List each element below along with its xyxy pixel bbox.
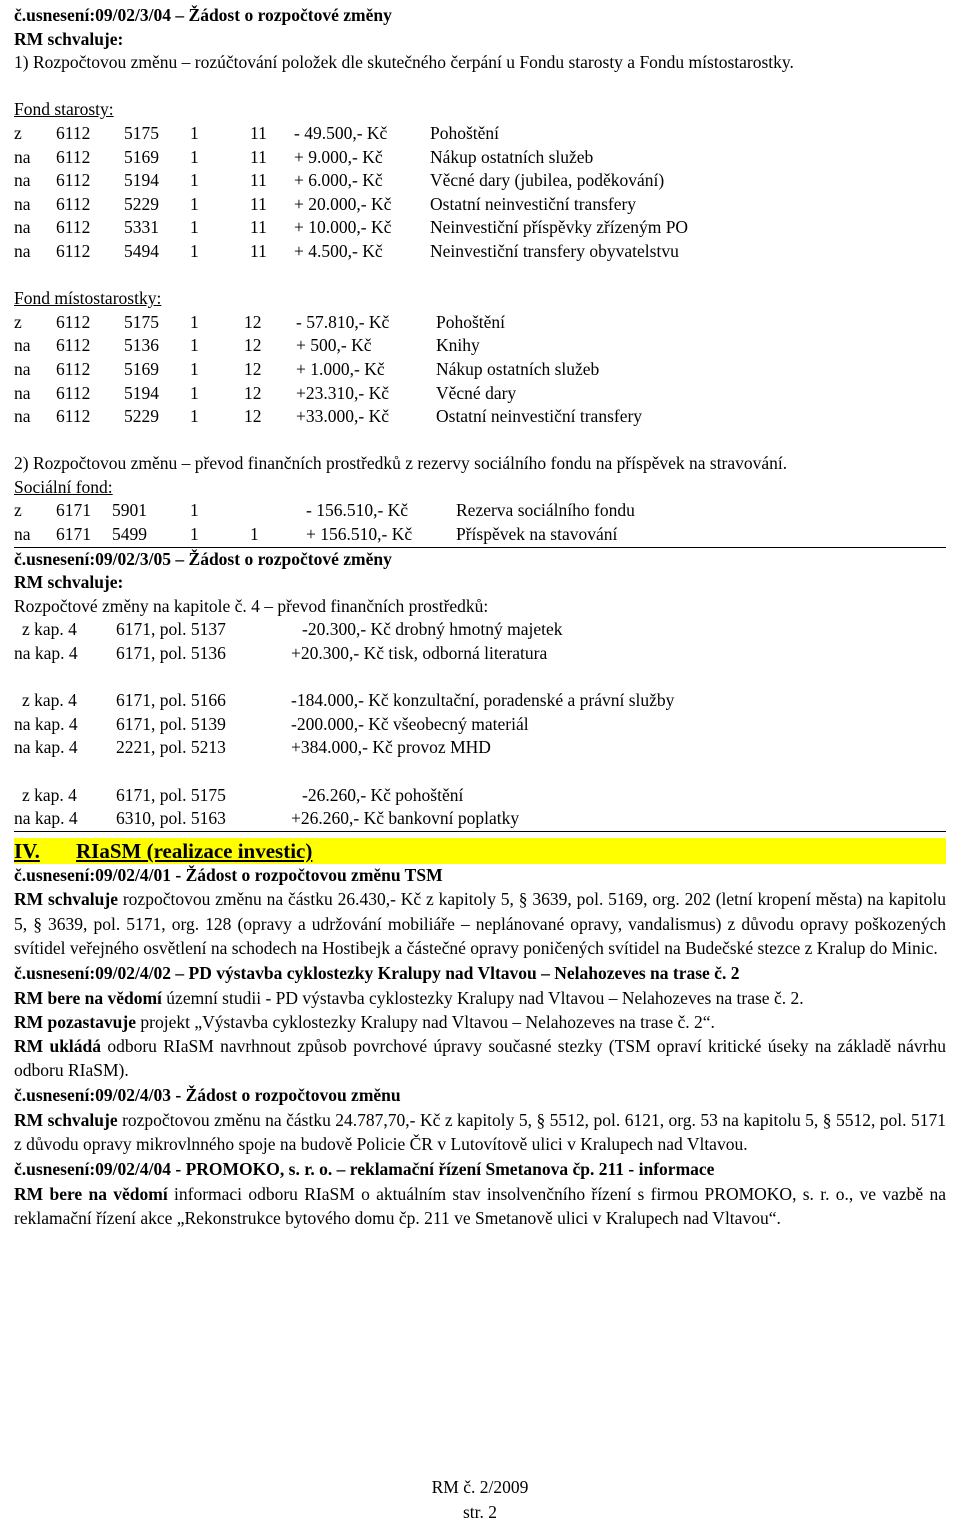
cell-par: 6171	[56, 524, 91, 545]
cell-amount: -20.300,- Kč drobný hmotný majetek	[302, 619, 563, 640]
cell-a: 1	[190, 500, 199, 521]
cell-amt: + 10.000,- Kč	[294, 217, 392, 238]
resolution-heading: č.usnesení:09/02/3/05 – Žádost o rozpočtové změny	[14, 548, 392, 569]
cell-code: 6310, pol. 5163	[116, 808, 226, 829]
cell-dir: z	[14, 122, 22, 143]
cell-desc: Neinvestiční transfery obyvatelstvu	[430, 240, 679, 261]
body: rozpočtovou změnu na částku 26.430,- Kč z kapitoly 5, § 3639, pol. 5169, org. 202 (letní kropení města) na kapitolu 5, § 3639, pol. 5171, org. 128 (opravy a udržování mobiliáře – neplánované opravy, vandalismus) z důvodu opravy poškozených svítidel veřejného osvětlení na schodech na Hostibejk a částečné opravy poničených svítidel na Budečské stezce z Kralup do Minic.	[14, 889, 946, 958]
resolution-text	[14, 986, 946, 1010]
cell-amt: - 156.510,- Kč	[306, 500, 409, 521]
cell-par: 6112	[56, 335, 91, 356]
cell-amt: + 500,- Kč	[296, 335, 372, 356]
cell-b: 11	[250, 193, 267, 214]
budget-row	[14, 311, 946, 335]
budget-row	[14, 216, 946, 240]
lead: RM pozastavuje	[14, 1011, 136, 1032]
budget-row	[14, 499, 946, 523]
cell-par: 6112	[56, 406, 91, 427]
cell-amt: + 156.510,- Kč	[306, 524, 413, 545]
transfer-row	[14, 689, 946, 713]
cell-desc: Pohoštění	[430, 122, 500, 143]
cell-pol: 5136	[124, 335, 159, 356]
cell-amt: - 57.810,- Kč	[296, 311, 390, 332]
cell-desc: Příspěvek na stavování	[456, 524, 618, 545]
cell-pol: 5194	[124, 170, 159, 191]
cell-dir: z	[14, 311, 22, 332]
cell-chapter: na kap. 4	[14, 713, 78, 734]
budget-row	[14, 405, 946, 429]
cell-par: 6112	[56, 122, 91, 143]
cell-amount: -200.000,- Kč všeobecný materiál	[291, 713, 529, 734]
cell-pol: 5175	[124, 311, 159, 332]
cell-b: 11	[250, 170, 267, 191]
cell-b: 11	[250, 146, 267, 167]
cell-a: 1	[190, 240, 199, 261]
cell-par: 6112	[56, 311, 91, 332]
cell-desc: Ostatní neinvestiční transfery	[436, 406, 643, 427]
cell-chapter: z kap. 4	[22, 690, 77, 711]
cell-a: 1	[190, 146, 199, 167]
cell-amt: +33.000,- Kč	[296, 406, 389, 427]
cell-dir: na	[14, 524, 31, 545]
cell-code: 6171, pol. 5175	[116, 784, 226, 805]
cell-chapter: na kap. 4	[14, 643, 78, 664]
cell-amount: -26.260,- Kč pohoštění	[302, 784, 464, 805]
body: odboru RIaSM navrhnout způsob povrchové úpravy současné stezky (TSM opraví kritické úseky na základě návrhu odboru RIaSM).	[14, 1035, 946, 1081]
cell-desc: Věcné dary	[436, 382, 517, 403]
cell-pol: 5169	[124, 146, 159, 167]
fund-table	[14, 122, 946, 264]
lead: RM bere na vědomí	[14, 1183, 168, 1204]
cell-dir: z	[14, 500, 22, 521]
lead: RM ukládá	[14, 1035, 102, 1056]
cell-desc: Neinvestiční příspěvky zřízeným PO	[430, 217, 689, 238]
cell-b: 12	[244, 335, 262, 356]
cell-desc: Pohoštění	[436, 311, 506, 332]
cell-par: 6112	[56, 146, 91, 167]
budget-row	[14, 193, 946, 217]
cell-dir: na	[14, 170, 31, 191]
cell-amount: +384.000,- Kč provoz MHD	[291, 737, 491, 758]
cell-amt: + 6.000,- Kč	[294, 170, 383, 191]
cell-pol: 5499	[112, 524, 147, 545]
resolution-heading: č.usnesení:09/02/4/04 - PROMOKO, s. r. o. – reklamační řízení Smetanova čp. 211 - informace	[14, 1159, 715, 1180]
cell-desc: Rezerva sociálního fondu	[456, 500, 635, 521]
resolution-text	[14, 1010, 946, 1034]
resolution-text	[14, 887, 946, 960]
transfer-table	[14, 618, 946, 831]
section-title: RIaSM (realizace investic)	[76, 838, 313, 863]
section-number: IV.	[14, 838, 40, 863]
body: rozpočtovou změnu na částku 24.787,70,- Kč z kapitoly 5, § 5512, pol. 6121, org. 53 na kapitolu 5, § 5512, pol. 5171 z důvodu opravy mikrovlnného spoje na budově Policie ČR v Lutovítově ulici v Kralupech nad Vltavou.	[14, 1109, 946, 1155]
cell-amt: - 49.500,- Kč	[294, 122, 388, 143]
item-text: 2) Rozpočtovou změnu – převod finančních prostředků z rezervy sociálního fondu na příspěvek na stravování.	[14, 453, 788, 474]
cell-amount: +26.260,- Kč bankovní poplatky	[291, 808, 520, 829]
cell-b: 12	[244, 382, 262, 403]
cell-chapter: na kap. 4	[14, 808, 78, 829]
fund-table	[14, 499, 946, 547]
resolution-text	[14, 1108, 946, 1156]
cell-par: 6112	[56, 170, 91, 191]
cell-desc: Ostatní neinvestiční transfery	[430, 193, 637, 214]
cell-a: 1	[190, 382, 199, 403]
transfer-row	[14, 784, 946, 808]
lead: RM schvaluje	[14, 1109, 118, 1130]
budget-row	[14, 122, 946, 146]
cell-pol: 5901	[112, 500, 147, 521]
body: územní studii - PD výstavba cyklostezky Kralupy nad Vltavou – Nelahozeves na trase č. 2.	[161, 987, 804, 1008]
cell-dir: na	[14, 358, 31, 379]
footer-reference: RM č. 2/2009	[431, 1477, 529, 1497]
budget-row	[14, 382, 946, 406]
approves-label: RM schvaluje:	[14, 572, 124, 593]
fund-title: Fond místostarostky:	[14, 288, 162, 309]
cell-a: 1	[190, 311, 199, 332]
cell-code: 2221, pol. 5213	[116, 737, 226, 758]
budget-row	[14, 358, 946, 382]
cell-a: 1	[190, 170, 199, 191]
cell-a: 1	[190, 193, 199, 214]
cell-desc: Věcné dary (jubilea, poděkování)	[430, 170, 665, 191]
cell-b: 12	[244, 311, 262, 332]
fund-title: Sociální fond:	[14, 476, 113, 497]
cell-amt: + 4.500,- Kč	[294, 240, 383, 261]
cell-dir: na	[14, 240, 31, 261]
cell-desc: Nákup ostatních služeb	[436, 358, 600, 379]
cell-dir: na	[14, 335, 31, 356]
cell-chapter: na kap. 4	[14, 737, 78, 758]
cell-pol: 5494	[124, 240, 159, 261]
transfer-row	[14, 807, 946, 831]
resolution-heading: č.usnesení:09/02/4/03 - Žádost o rozpočtovou změnu	[14, 1085, 401, 1106]
cell-par: 6112	[56, 240, 91, 261]
cell-code: 6171, pol. 5139	[116, 713, 226, 734]
cell-a: 1	[190, 406, 199, 427]
cell-a: 1	[190, 524, 199, 545]
cell-desc: Knihy	[436, 335, 480, 356]
budget-row	[14, 146, 946, 170]
resolution-heading: č.usnesení:09/02/4/01 - Žádost o rozpočtovou změnu TSM	[14, 864, 443, 885]
cell-code: 6171, pol. 5137	[116, 619, 226, 640]
cell-pol: 5229	[124, 406, 159, 427]
cell-par: 6112	[56, 382, 91, 403]
cell-chapter: z kap. 4	[22, 619, 77, 640]
cell-a: 1	[190, 358, 199, 379]
cell-b: 12	[244, 358, 262, 379]
resolution-text	[14, 1034, 946, 1082]
cell-amt: +23.310,- Kč	[296, 382, 389, 403]
budget-row	[14, 334, 946, 358]
cell-b: 11	[250, 217, 267, 238]
cell-code: 6171, pol. 5166	[116, 690, 226, 711]
cell-par: 6112	[56, 358, 91, 379]
body: informaci odboru RIaSM o aktuálním stav insolvenčního řízení s firmou PROMOKO, s. r. o., ve vazbě na reklamační řízení akce „Rekonstrukce bytového domu čp. 211 ve Smetanově ulici v Kralupech nad Vltavou“.	[14, 1183, 946, 1229]
cell-b: 11	[250, 240, 267, 261]
cell-amount: +20.300,- Kč tisk, odborná literatura	[291, 643, 548, 664]
budget-row	[14, 169, 946, 193]
transfer-row	[14, 713, 946, 737]
cell-desc: Nákup ostatních služeb	[430, 146, 594, 167]
cell-pol: 5175	[124, 122, 159, 143]
resolution-text	[14, 1182, 946, 1230]
cell-dir: na	[14, 406, 31, 427]
resolution-heading: č.usnesení:09/02/4/02 – PD výstavba cyklostezky Kralupy nad Vltavou – Nelahozeves na trase č. 2	[14, 962, 740, 983]
cell-b: 11	[250, 122, 267, 143]
cell-amount: -184.000,- Kč konzultační, poradenské a právní služby	[291, 690, 675, 711]
cell-amt: + 1.000,- Kč	[296, 358, 385, 379]
cell-par: 6171	[56, 500, 91, 521]
transfer-row	[14, 618, 946, 642]
budget-row	[14, 240, 946, 264]
transfer-row	[14, 736, 946, 760]
resolution-heading: č.usnesení:09/02/3/04 – Žádost o rozpočtové změny	[14, 5, 392, 25]
cell-a: 1	[190, 122, 199, 143]
cell-dir: na	[14, 146, 31, 167]
page-number: str. 2	[462, 1502, 498, 1522]
cell-code: 6171, pol. 5136	[116, 643, 226, 664]
cell-par: 6112	[56, 193, 91, 214]
cell-dir: na	[14, 217, 31, 238]
cell-amt: + 20.000,- Kč	[294, 193, 392, 214]
lead: RM bere na vědomí	[14, 987, 162, 1008]
cell-amt: + 9.000,- Kč	[294, 146, 383, 167]
cell-a: 1	[190, 335, 199, 356]
item-text: 1) Rozpočtovou změnu – rozúčtování položek dle skutečného čerpání u Fondu starosty a Fondu místostarostky.	[14, 52, 794, 73]
cell-pol: 5229	[124, 193, 159, 214]
cell-dir: na	[14, 193, 31, 214]
cell-pol: 5169	[124, 358, 159, 379]
transfer-row	[14, 642, 946, 666]
intro-text: Rozpočtové změny na kapitole č. 4 – převod finančních prostředků:	[14, 595, 489, 616]
fund-title: Fond starosty:	[14, 99, 114, 120]
body: projekt „Výstavba cyklostezky Kralupy nad Vltavou – Nelahozeves na trase č. 2“.	[136, 1011, 715, 1032]
cell-dir: na	[14, 382, 31, 403]
lead: RM schvaluje	[14, 889, 118, 910]
cell-a: 1	[190, 217, 199, 238]
cell-pol: 5194	[124, 382, 159, 403]
cell-chapter: z kap. 4	[22, 784, 77, 805]
cell-b: 12	[244, 406, 262, 427]
fund-table	[14, 311, 946, 429]
cell-par: 6112	[56, 217, 91, 238]
section-header	[14, 838, 946, 864]
budget-row	[14, 523, 946, 547]
cell-b: 1	[250, 524, 259, 545]
cell-pol: 5331	[124, 217, 159, 238]
approves-label: RM schvaluje:	[14, 28, 124, 49]
